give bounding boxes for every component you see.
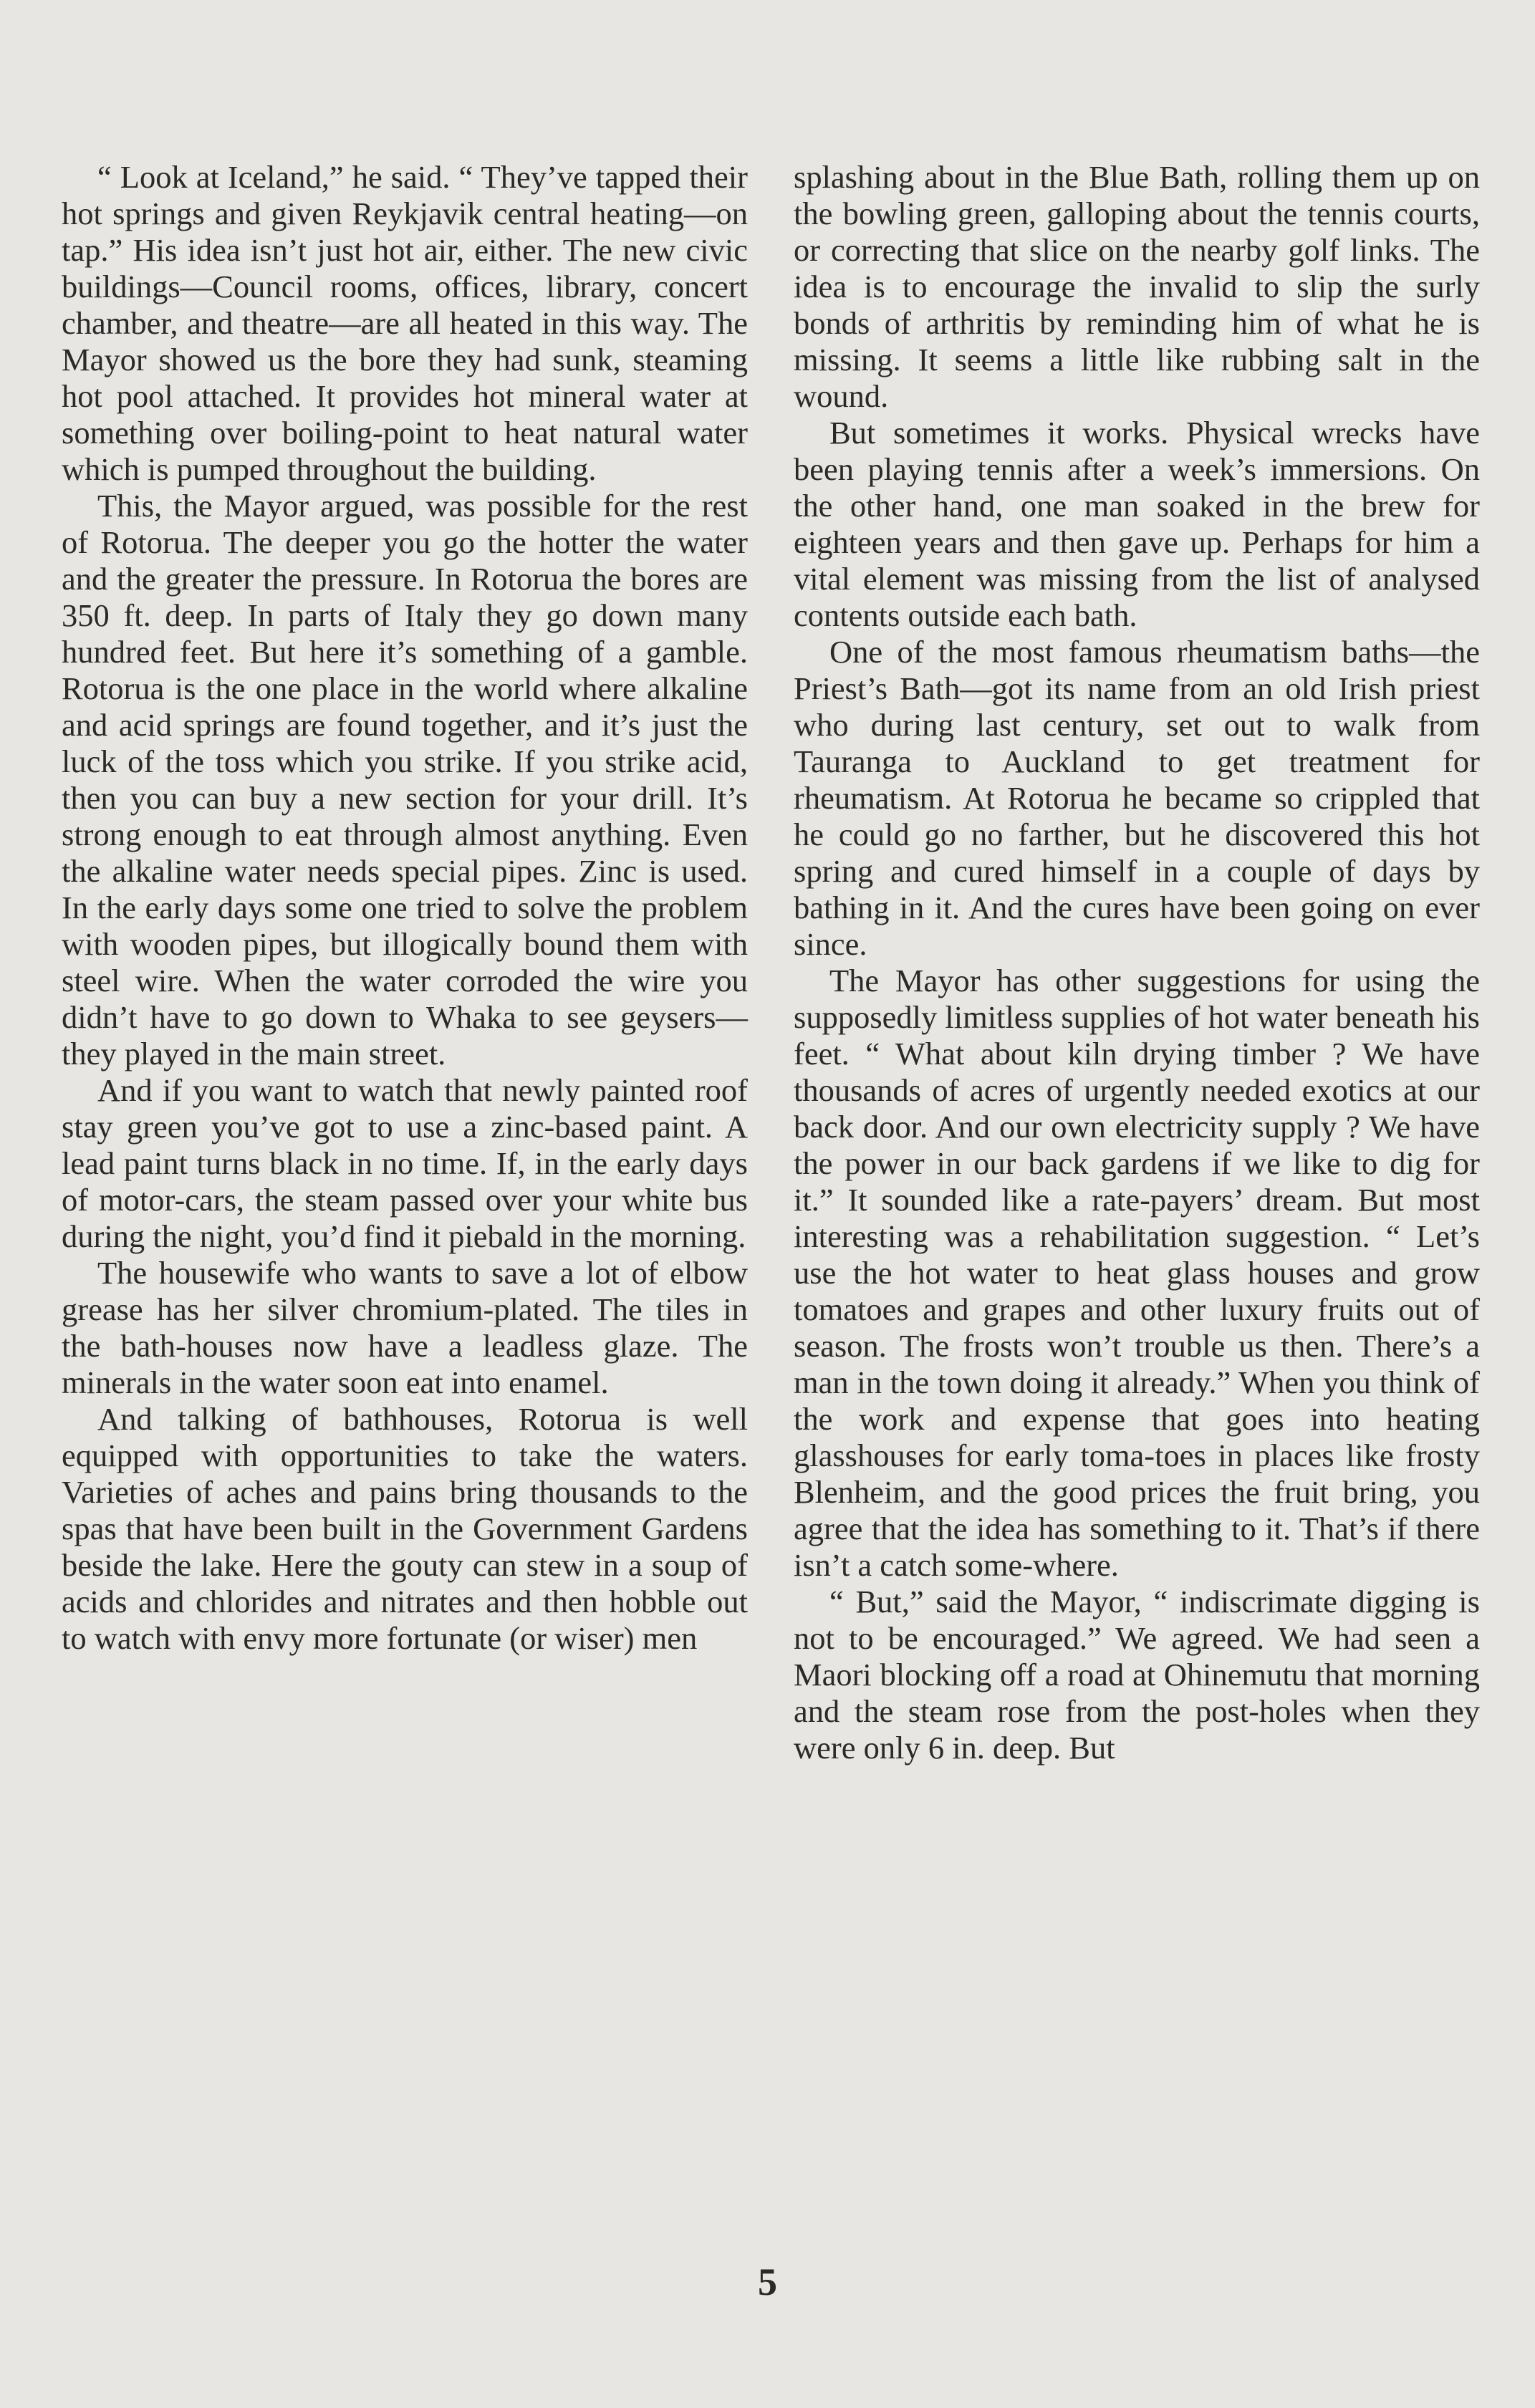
paragraph: One of the most famous rheumatism baths—the Priest’s Bath—got its name from an old Irish priest who during last century, set out to walk from Tauranga to Auckland to get treatment for rheumatism. At Rotorua he became so crippled that he could go no farther, but he discovered this hot spring and cured himself in a couple of days by bathing in it. And the cures have been going on ever since. [794,634,1480,962]
paragraph: The housewife who wants to save a lot of elbow grease has her silver chromium-plated. The tiles in the bath-houses now have a leadless glaze. The minerals in the water soon eat into enamel. [62,1255,748,1400]
right-column [794,159,1480,1766]
paragraph: And if you want to watch that newly painted roof stay green you’ve got to use a zinc-based paint. A lead paint turns black in no time. If, in the early days of motor-cars, the steam passed over your white bus during the night, you’d find it piebald in the morning. [62,1072,748,1254]
paragraph: splashing about in the Blue Bath, rolling them up on the bowling green, galloping about the tennis courts, or correcting that slice on the nearby golf links. The idea is to encourage the invalid to slip the surly bonds of arthritis by reminding him of what he is missing. It seems a little like rubbing salt in the wound. [794,159,1480,414]
left-column [62,159,748,1657]
paragraph: But sometimes it works. Physical wrecks have been playing tennis after a week’s immersions. On the other hand, one man soaked in the brew for eighteen years and then gave up. Perhaps for him a vital element was missing from the list of analysed contents outside each bath. [794,415,1480,633]
paragraph: “ Look at Iceland,” he said. “ They’ve tapped their hot springs and given Reykjavik central heating—on tap.” His idea isn’t just hot air, either. The new civic buildings—Council rooms, offices, library, concert chamber, and theatre—are all heated in this way. The Mayor showed us the bore they had sunk, steaming hot pool attached. It provides hot mineral water at something over boiling-point to heat natural water which is pumped throughout the building. [62,159,748,487]
page-number: 5 [758,2260,777,2303]
paragraph: This, the Mayor argued, was possible for the rest of Rotorua. The deeper you go the hotter the water and the greater the pressure. In Rotorua the bores are 350 ft. deep. In parts of Italy they go down many hundred feet. But here it’s something of a gamble. Rotorua is the one place in the world where alkaline and acid springs are found together, and it’s just the luck of the toss which you strike. If you strike acid, then you can buy a new section for your drill. It’s strong enough to eat through almost anything. Even the alkaline water needs special pipes. Zinc is used. In the early days some one tried to solve the problem with wooden pipes, but illogically bound them with steel wire. When the water corroded the wire you didn’t have to go down to Whaka to see geysers—they played in the main street. [62,488,748,1071]
paragraph: “ But,” said the Mayor, “ indiscrimate digging is not to be encouraged.” We agreed. We had seen a Maori blocking off a road at Ohinemutu that morning and the steam rose from the post-holes when they were only 6 in. deep. But [794,1584,1480,1766]
paragraph: The Mayor has other suggestions for using the supposedly limitless supplies of hot water beneath his feet. “ What about kiln drying timber ? We have thousands of acres of urgently needed exotics at our back door. And our own electricity supply ? We have the power in our back gardens if we like to dig for it.” It sounded like a rate-payers’ dream. But most interesting was a rehabilitation suggestion. “ Let’s use the hot water to heat glass houses and grow tomatoes and grapes and other luxury fruits out of season. The frosts won’t trouble us then. There’s a man in the town doing it already.” When you think of the work and expense that goes into heating glasshouses for early toma-toes in places like frosty Blenheim, and the good prices the fruit bring, you agree that the idea has something to it. That’s if there isn’t a catch some-where. [794,963,1480,1583]
paragraph: And talking of bathhouses, Rotorua is well equipped with opportunities to take the waters. Varieties of aches and pains bring thousands to the spas that have been built in the Government Gardens beside the lake. Here the gouty can stew in a soup of acids and chlorides and nitrates and then hobble out to watch with envy more fortunate (or wiser) men [62,1401,748,1656]
